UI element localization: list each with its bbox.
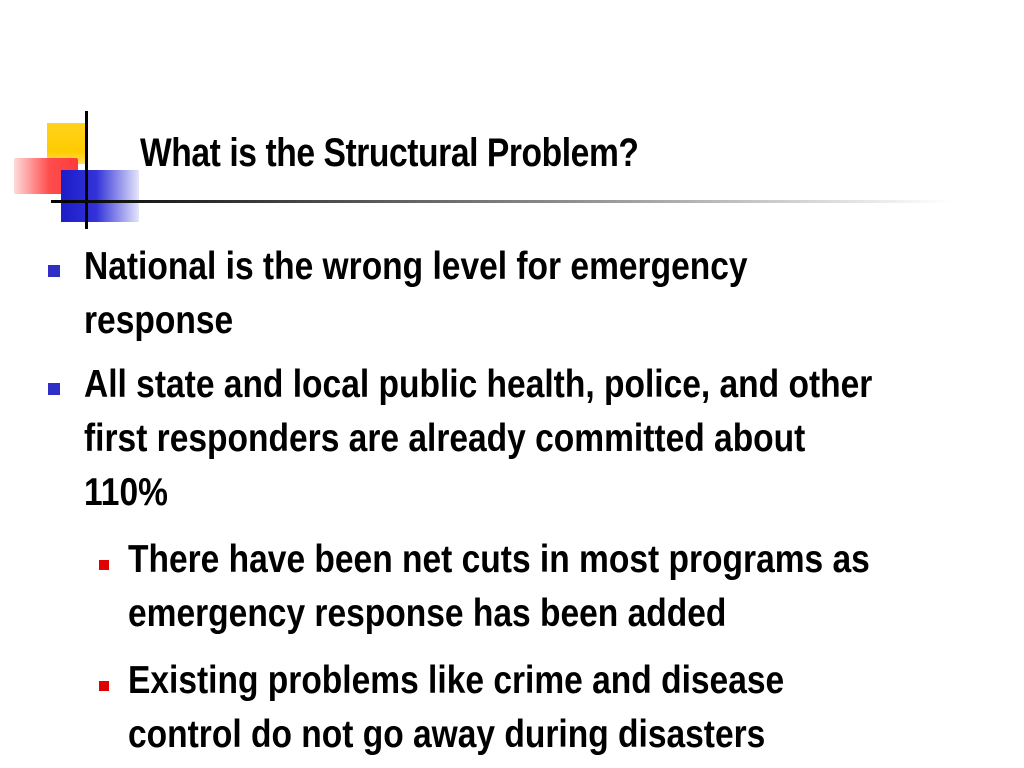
bullet-text (84, 358, 872, 520)
sub-bullet-marker-icon (99, 681, 109, 691)
sub-bullet-text (128, 533, 870, 641)
bullet-line: response (84, 299, 234, 342)
bullet-line: National is the wrong level for emergency (84, 245, 748, 288)
slide-title: What is the Structural Problem? (140, 131, 639, 175)
blue-square-shape (61, 170, 139, 222)
bullet-line: first responders are already committed about (84, 417, 806, 460)
decorative-squares-logo (0, 0, 160, 240)
bullet-text (84, 240, 748, 348)
vertical-rule (85, 111, 88, 229)
sub-bullet-marker-icon (99, 560, 109, 570)
bullet-marker-icon (48, 265, 60, 277)
bullet-line: There have been net cuts in most programs as (128, 538, 870, 581)
bullet-line: emergency response has been added (128, 592, 727, 635)
bullet-marker-icon (48, 383, 60, 395)
bullet-line: 110% (84, 471, 168, 514)
bullet-line: control do not go away during disasters (128, 713, 766, 756)
title-underline-rule (51, 200, 951, 203)
bullet-line: Existing problems like crime and disease (128, 659, 785, 702)
bullet-line: All state and local public health, police, and other (84, 363, 873, 406)
sub-bullet-text (128, 654, 784, 762)
